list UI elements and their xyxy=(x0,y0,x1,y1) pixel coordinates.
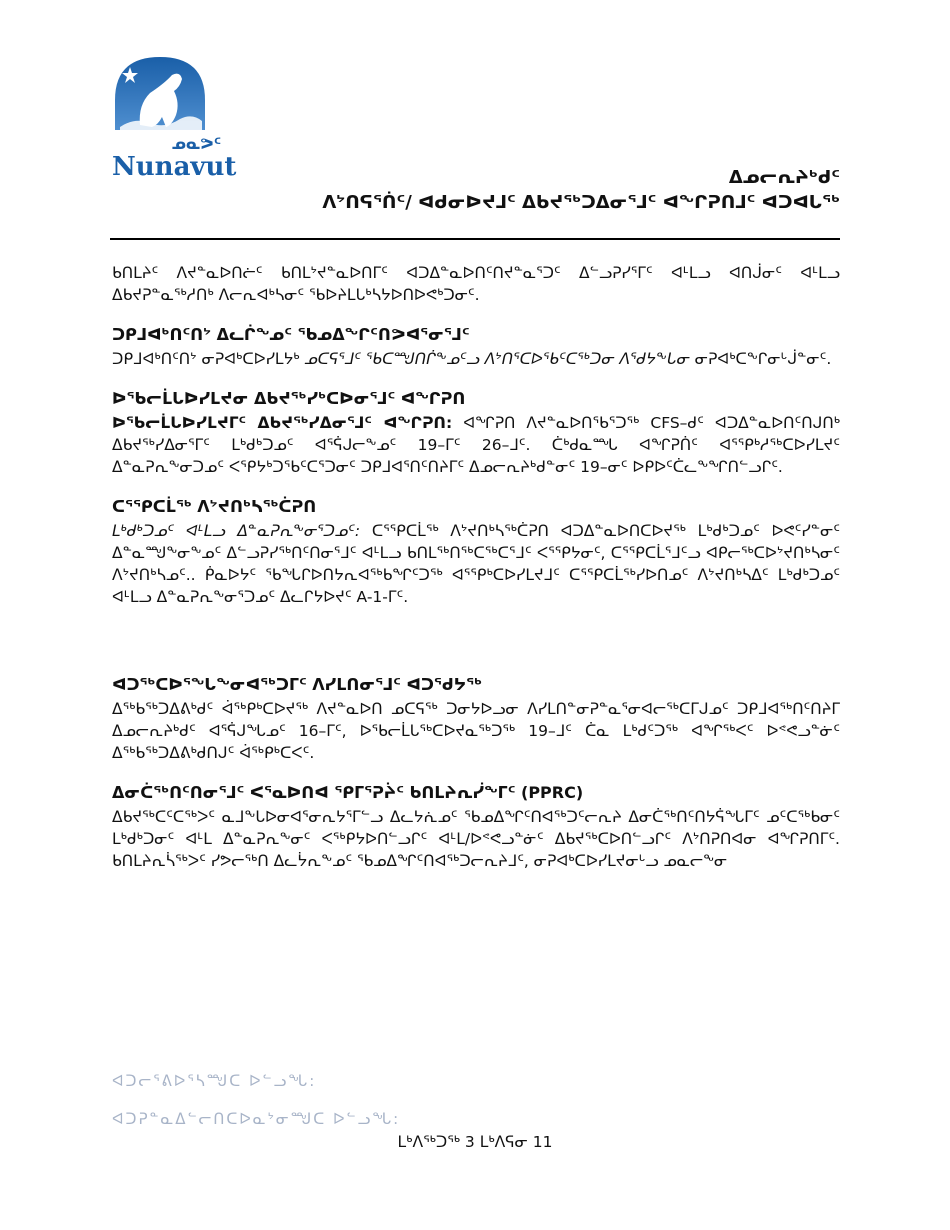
svg-text:Nunavut: Nunavut xyxy=(112,152,237,182)
section-heading: ᐅᖃᓕᒫᒐᐅᓯᒪᔪᓂ ᐃᑲᔪᖅᓯᒃᑕᐅᓂᕐᒧᑦ ᐊᖏᕈᑎ xyxy=(112,389,466,408)
document-subtitle: ᐱᔾᑎᕋᕐᑏᑦ/ ᐊᑯᓂᐅᔪᒧᑦ ᐃᑲᔪᖅᑐᐃᓂᕐᒧᑦ ᐊᖏᕈᑎᒧᑦ ᐊᑐᐊᒐᖅ xyxy=(322,192,840,213)
section-custody-order xyxy=(112,674,840,764)
section-body: ᐃᖅᑲᖅᑐᐃᕕᒃᑯᑦ ᐋᖅᑭᒃᑕᐅᔪᖅ ᐱᔪᓐᓇᐅᑎ ᓄᑕᕋᖅ ᑐᓂᔭᐅᓗᓂ ᐱᓯᒪᑎᓐᓂᕈᓐᓇᕐᓂᐊᓕᖅᑕᒥᒍᓄᑦ ᑐᑭᒧᐊᖅᑎᑦᑎᔨᒥ ᐃᓄᓕᕆᔨᒃᑯᑦ ᐊᕐᕌᒍᖓᓄᑦ 16–ᒥᑦ, ᐅᖃᓕᒫᒐᖅᑕᐅᔪᓇᖅᑐᖅ 19–ᒧᑦ ᑖᓇ ᒪᒃᑯᑦᑐᖅ ᐊᖏᖅᐸᑦ ᐅᕝᕙᓗᓐᓃᑦ ᐃᖅᑲᖅᑐᐃᕕᒃᑯᑎᒍᑦ ᐋᖅᑭᒃᑕᐸᑦ. xyxy=(112,700,840,762)
nunavut-logo xyxy=(110,55,237,182)
intro-paragraph: ᑲᑎᒪᔨᑦ ᐱᔪᓐᓇᐅᑎᓖᑦ ᑲᑎᒪᔾᔪᓐᓇᐅᑎᒥᑦ ᐊᑐᐃᓐᓇᐅᑎᑦᑎᔪᓐᓇᕐᑐᑦ ᐃᓪᓗᕈᓯᕐᒥᑦ ᐊᒻᒪᓗ ᐊᑎᒎᓂᑦ ᐊᒻᒪᓗ ᐃᑲᔪᕈᓐᓇᖅᓱᑎᒃ ᐱᓕᕆᐊᒃᓴᓂᑦ ᖃᐅᔨᒪᒐᒃᓴᔭᐅᑎᐅᕙᒃᑐᓂᑦ. xyxy=(112,264,840,304)
section-heading: ᐃᓂᑖᖅᑎᑦᑎᓂᕐᒧᑦ ᐸᕐᓇᐅᑎᐊ ᕿᒥᕐᕈᔩᑦ ᑲᑎᒪᔨᕆᓰᖕᒥᑦ (PPRC) xyxy=(112,783,584,802)
body-lead: ᐅᖃᓕᒫᒐᐅᓯᒪᔪᒥᑦ ᐃᑲᔪᖅᓯᐃᓂᕐᒧᑦ ᐊᖏᕈᑎ: xyxy=(112,414,453,432)
section-heading: ᐊᑐᖅᑕᐅᕐᖓᖕᓂᐊᖅᑐᒥᑦ ᐱᓯᒪᑎᓂᕐᒧᑦ ᐊᑐᕐᑯᔭᖅ xyxy=(112,675,482,694)
svg-text:ᓄᓇᕗᑦ: ᓄᓇᕗᑦ xyxy=(172,135,222,153)
section-body: ᐃᑲᔪᖅᑕᑦᑕᖅᐳᑦ ᓇᒧᖕᒐᐅᓂᐊᕐᓂᕆᔭᕐᒥᓪᓗ ᐃᓚᔭᕇᓄᑦ ᖃᓄᐃᖏᑦᑎᐊᖅᑐᑦᓕᕆᔨ ᐃᓂᑖᖅᑎᑦᑎᔭᕌᖓᒥᑦ ᓄᑦᑕᖅᑲᓂᑦ ᒪᒃᑯᒃᑐᓂᑦ ᐊᒻᒪ ᐃᓐᓇᕈᕆᖕᓂᑦ ᐸᖅᑭᔭᐅᑎᓪᓗᒋᑦ ᐊᒻᒪ/ᐅᕝᕙᓗᓐᓃᑦ ᐃᑲᔪᖅᑕᐅᑎᓪᓗᒋᑦ ᐱᔾᑎᕈᑎᐊᓂ ᐊᖏᕈᑎᒥᑦ. ᑲᑎᒪᔨᕆᓵᖅᐳᑦ ᓯᕗᓕᖅᑎ ᐃᓚᔮᕆᖕᓄᑦ ᖃᓄᐃᖏᑦᑎᐊᖅᑐᓕᕆᔨᒧᑦ, ᓂᕈᐊᒃᑕᐅᓯᒪᔪᓂᒡᓗ ᓄᓇᓕᖕᓂ xyxy=(112,808,840,870)
header-divider xyxy=(110,238,840,240)
body-italic-text: ᓄᑕᕋᕐᒧᑦ ᖃᑕᙳᑎᒌᖕᓄᑦᓗ ᐱᔾᑎᕐᑕᐅᖃᑦᑕᖅᑐᓂ ᐱᕐᑯᔭᖕᒐᓂ xyxy=(304,350,690,368)
section-body xyxy=(112,520,840,608)
section-advocate xyxy=(112,324,840,370)
department-title: ᐃᓄᓕᕆᔨᒃᑯᑦ xyxy=(728,167,840,188)
page-number: ᒪᒃᐱᖅᑐᖅ 3 ᒪᒃᐱᕋᓂ 11 xyxy=(397,1133,553,1151)
effective-date-label: ᐊᑐᓕᕐᕕᐅᕐᓴᙳᑕ ᐅᓪᓗᖓ: xyxy=(112,1072,317,1090)
spacer xyxy=(112,608,840,656)
expiry-date-label: ᐊᑐᕈᓐᓇᐃᓪᓕᑎᑕᐅᓇᔾᓂᙳᑕ ᐅᓪᓗᖓ: xyxy=(112,1110,401,1128)
body-text: ᐊᖏᕈᑎ ᐱᔪᓐᓇᐅᑎᖃᕐᑐᖅ CFS–ᑯᑦ ᐊᑐᐃᓐᓇᐅᑎᑦᑎᒍᑎᒃ ᐃᑲᔪᖅᓯᐃᓂᕐᒥᑦ ᒪᒃᑯᒃᑐᓄᑦ ᐊᕐᕌᒍᓕᖕᓄᑦ 19–ᒥᑦ 26–ᒧᑦ. ᑖᒃᑯᓇᙵ ᐊᖏᕈᑏᑦ ᐊᕐᕿᒃᓱᖅᑕᐅᓯᒪᔪᑦ ᐃᓐᓇᕈᕆᖕᓂᑐᓄᑦ ᐸᕐᑭᔭᒃᑐᖃᑦᑕᕐᑐᓂᑦ ᑐᑭᒧᐊᕐᑎᑦᑎᔨᒥᑦ ᐃᓄᓕᕆᔨᒃᑯᓐᓂᑦ 19–ᓂᑦ ᐅᑭᐅᑦᑖᓚᖕᖏᑎᓪᓗᒋᑦ. xyxy=(112,414,840,476)
section-support-agreement xyxy=(112,388,840,478)
section-pprc xyxy=(112,782,840,872)
section-body xyxy=(112,348,840,370)
polar-bear-emblem xyxy=(110,55,237,182)
body-text-end: ᓂᕈᐊᒃᑕᖕᒋᓂᒡᒎᓐᓂᑦ. xyxy=(694,350,832,368)
section-education-funding xyxy=(112,496,840,608)
section-body xyxy=(112,412,840,478)
document-body xyxy=(112,262,840,872)
section-heading: ᑐᑭᒧᐊᒃᑎᑦᑎᔾ ᐃᓚᒌᖕᓄᑦ ᖃᓄᐃᖏᑦᑎᕗᐊᕐᓂᕐᒧᑦ xyxy=(112,325,470,344)
body-italic-lead: ᒪᒃᑯᒃᑐᓄᑦ ᐊᒻᒪᓗ ᐃᓐᓇᕈᕆᖕᓂᕐᑐᓄᑦ: xyxy=(112,522,361,540)
section-heading: ᑕᕐᕿᑕᒫᖅ ᐱᔾᔪᑎᒃᓴᖅᑖᕈᑎ xyxy=(112,497,317,516)
body-text: ᑐᑭᒧᐊᒃᑎᑦᑎᔾ ᓂᕈᐊᒃᑕᐅᓯᒪᔭᒃ xyxy=(112,350,300,368)
body-text: ᑕᕐᕿᑕᒫᖅ ᐱᔾᔪᑎᒃᓴᖅᑖᕈᑎ ᐊᑐᐃᓐᓇᐅᑎᑕᐅᔪᖅ ᒪᒃᑯᒃᑐᓄᑦ ᐅᕙᑦᓯᓐᓂᑦ ᐃᓐᓇᙳᖕᓂᖕᓄᑦ ᐃᓪᓗᕈᓯᖅᑎᑦᑎᓂᕐᒧᑦ ᐊᒻᒪᓗ ᑲᑎᒪᖅᑎᖅᑕᖅᑕᕐᒧᑦ ᐸᕐᕿᔭᓂᑦ, ᑕᕐᕿᑕᒫᕐᒧᑦᓗ ᐊᑭᓕᖅᑕᐅᔾᔪᑎᒃᓴᓂᑦ ᐱᔾᔪᑎᒃᓴᓄᑦ.. ᑮᓇᐅᔭᑦ ᖃᖓᒋᐅᑎᔭᕆᐊᖅᑲᖏᑦᑐᖅ ᐊᕐᕿᒃᑕᐅᓯᒪᔪᒧᑦ ᑕᕐᕿᑕᒫᖅᓯᐅᑎᓄᑦ ᐱᔾᔪᑎᒃᓴᐃᑦ ᒪᒃᑯᒃᑐᓄᑦ ᐊᒻᒪᓗ ᐃᓐᓇᕈᕆᖕᓂᕐᑐᓄᑦ ᐃᓚᒋᔭᐅᔪᑦ A-1-ᒥᑦ. xyxy=(112,522,840,606)
